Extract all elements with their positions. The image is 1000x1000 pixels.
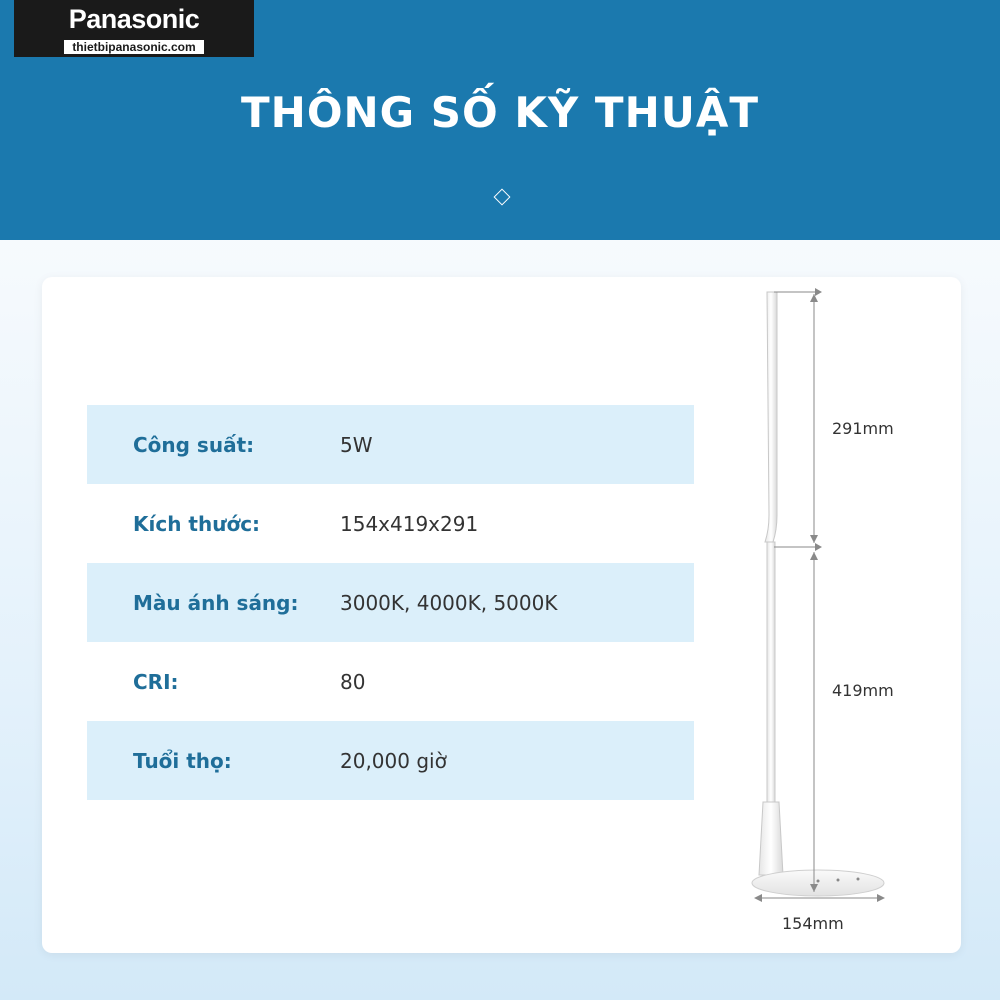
spec-value: 154x419x291 — [340, 511, 479, 536]
spec-value: 80 — [340, 669, 366, 694]
spec-table — [87, 405, 694, 800]
spec-label: Kích thước: — [133, 511, 261, 536]
header-banner — [0, 0, 1000, 240]
spec-row-cri — [87, 642, 694, 721]
dimension-bottom-height: 419mm — [832, 681, 894, 700]
lamp-pole — [767, 542, 775, 802]
diamond-outline-icon — [494, 189, 511, 206]
spec-row-power — [87, 405, 694, 484]
spec-label: Tuổi thọ: — [133, 748, 232, 773]
spec-value: 3000K, 4000K, 5000K — [340, 590, 558, 615]
spec-label: Công suất: — [133, 432, 255, 457]
spec-value: 5W — [340, 432, 373, 457]
spec-label: CRI: — [133, 669, 179, 694]
spec-value: 20,000 giờ — [340, 748, 447, 773]
spec-row-color-temperature — [87, 563, 694, 642]
brand-name: Panasonic — [68, 4, 200, 34]
brand-logo[interactable] — [14, 0, 254, 57]
lamp-neck — [759, 802, 783, 875]
lamp-base — [752, 870, 884, 896]
spec-row-size — [87, 484, 694, 563]
dimension-base-width: 154mm — [782, 914, 844, 933]
spec-label: Màu ánh sáng: — [133, 590, 299, 615]
page-title: THÔNG SỐ KỸ THUẬT — [241, 88, 759, 137]
lamp-dimension-diagram — [730, 280, 930, 930]
dimension-top-height: 291mm — [832, 419, 894, 438]
lamp-head — [765, 292, 777, 542]
spec-row-lifetime — [87, 721, 694, 800]
brand-website: thietbipanasonic.com — [64, 40, 203, 54]
